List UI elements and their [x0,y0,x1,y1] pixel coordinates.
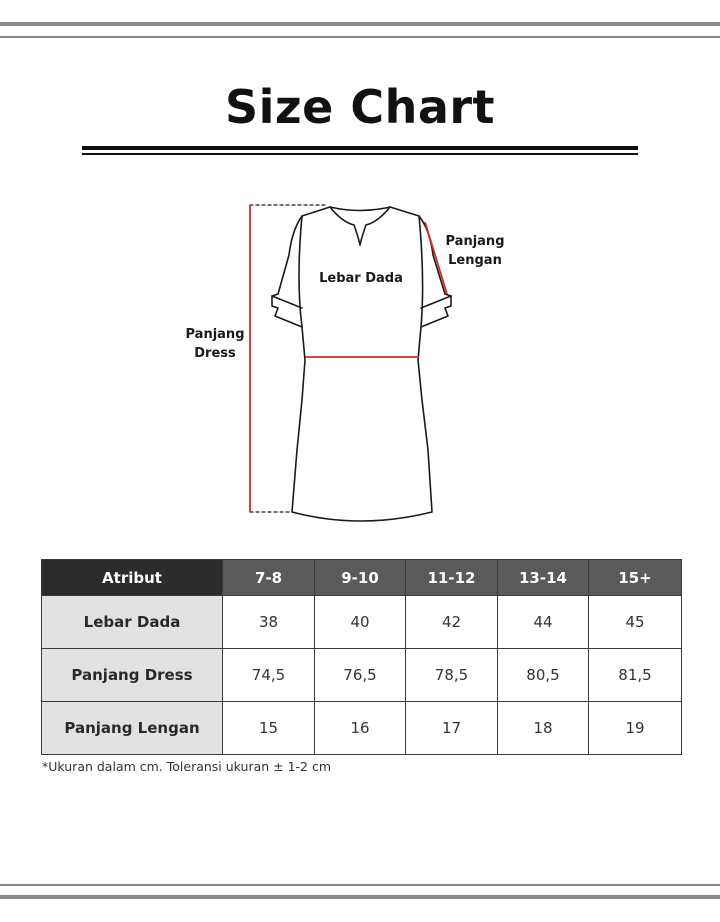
table-cell: 42 [406,596,498,649]
table-row [42,702,682,755]
table-cell: 40 [315,596,406,649]
table-cell: 16 [315,702,406,755]
size-table [41,559,682,755]
table-cell: 76,5 [315,649,406,702]
header-size-9-10: 9-10 [315,560,406,596]
bottom-border-thin [0,884,720,886]
label-dress-length: Panjang Dress [185,327,245,361]
table-cell: 78,5 [406,649,498,702]
table-cell: 19 [589,702,682,755]
table-cell: 81,5 [589,649,682,702]
footnote: *Ukuran dalam cm. Toleransi ukuran ± 1-2 cm [42,759,332,774]
header-size-7-8: 7-8 [223,560,315,596]
table-header-row [42,560,682,596]
bottom-border-thick [0,895,720,899]
table-cell: 80,5 [498,649,589,702]
table-cell: 74,5 [223,649,315,702]
label-chest: Lebar Dada [319,271,403,286]
row-label: Lebar Dada [42,596,223,649]
row-label: Panjang Dress [42,649,223,702]
table-cell: 18 [498,702,589,755]
table-cell: 44 [498,596,589,649]
row-label: Panjang Lengan [42,702,223,755]
header-atribut: Atribut [42,560,223,596]
table-row [42,649,682,702]
header-size-15-plus: 15+ [589,560,682,596]
table-cell: 17 [406,702,498,755]
table-row [42,596,682,649]
table-cell: 38 [223,596,315,649]
header-size-11-12: 11-12 [406,560,498,596]
table-cell: 45 [589,596,682,649]
page-title: Size Chart [224,80,496,134]
table-cell: 15 [223,702,315,755]
label-sleeve-length: Panjang Lengan [445,234,505,268]
header-size-13-14: 13-14 [498,560,589,596]
neckline [330,207,390,245]
